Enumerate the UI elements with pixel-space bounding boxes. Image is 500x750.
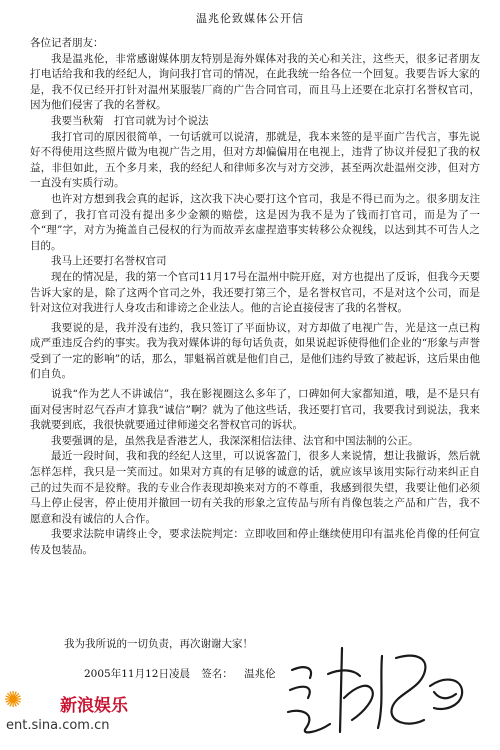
sina-url: ent.sina.com.cn: [6, 718, 110, 733]
paragraph-integrity: 说我“作为艺人不讲诚信”，我在影视圈这么多年了，口碑如何大家都知道，哦，是不是只有面对侵害时忍气吞声才算我“诚信”啊？就为了他这些话，我还要打官司，我要我讨到说法，我来我就要到底，我很快就要通过律师递交名誉权官司的诉状。: [30, 388, 480, 432]
paragraph-reason: 我打官司的原因很简单，一句话就可以说清，那就是，我本来签的是平面广告代言，事先说好不得使用这些照片做为电视广告之用，但对方却偏偏用在电视上，违背了协议并侵犯了我的权益，非但如此，五个多月来，我的经纪人和律师多次与对方交涉，甚至两次赴温州交涉，但对方一直没有实质行动。: [30, 130, 480, 190]
paragraph-court-request: 我要求法院申请终止令，要求法院判定：立即收回和停止继续使用印有温兆伦肖像的任何宣传及包装品。: [30, 528, 480, 556]
letter-title: 温兆伦致媒体公开信: [196, 12, 304, 25]
sign-label: 签名：: [201, 668, 233, 680]
letter-body: [30, 36, 480, 559]
sina-brand: 新浪娱乐: [60, 696, 128, 716]
paragraph-current-situation: 现在的情况是，我的第一个官司11月17号在温州中院开庭，对方也提出了反诉，但我今天要告诉大家的是，除了这两个官司之外，我还要打第三个，是名誉权官司，不是对这个公司，而是针对这位对我进行人身攻击和诽谤之企业法人。他的言论直接侵害了我的名誉权。: [30, 270, 480, 315]
handwritten-signature: [284, 628, 470, 740]
sina-eye-icon: ✺: [4, 688, 22, 713]
paragraph-determination: 也许对方想到我会真的起诉，这次我下决心要打这个官司，我是不得已而为之。很多朋友注意到了，我打官司没有提出多少金额的赔偿，这是因为我不是为了钱而打官司，而是为了一个“理”字，对方为掩盖自己侵权的行为而故弄玄虚捏造事实转移公众视线，以达到其不可告人之目的。: [30, 192, 480, 252]
salutation: 各位记者朋友：: [30, 37, 104, 49]
letter-date: 2005年11月12日凌晨: [84, 668, 190, 680]
paragraph-no-breach: 我要说的是，我并没有违约，我只签订了平面协议，对方却做了电视广告，光是这一点已构成严重违反合约的事实。我为我对媒体讲的每句话负责，如果说起诉使得他们企业的“形象与声誉受到了一定的影响”的话，那么，罪魁祸首就是他们自己，是他们违约导致了被起诉，这后果由他们自负。: [30, 321, 480, 381]
signer-name: 温兆伦: [244, 668, 276, 680]
sina-watermark: [4, 688, 164, 744]
closing-line: 我为我所说的一切负责，再次谢谢大家！: [64, 638, 253, 650]
paragraph-recent: 最近一段时间，我和我的经纪人这里，可以说客盈门，很多人来说情，想让我撤诉，然后就怎样怎样，我只是一笑而过。如果对方真的有足够的诚意的话，就应该早该用实际行动来纠正自己的过失而不是狡辩。我的专业合作表现却换来对方的不尊重，我感到很失望，我要让他们必须马上停止侵害，停止使用并撤回一切有关我的形象之宣传品与所有肖像包装之产品和广告，我不愿意和没有诚信的人合作。: [30, 450, 480, 525]
dateline: [84, 666, 276, 681]
paragraph-intro: 我是温兆伦，非常感谢媒体朋友特别是海外媒体对我的关心和关注，这些天，很多记者朋友打电话给我和我的经纪人，询问我打官司的情况，在此我统一给各位一个回复。我要告诉大家的是，我不仅已经开打针对温州某服装厂商的广告合同官司，而且马上还要在北京打名誉权官司，因为他们侵害了我的名誉权。: [30, 52, 480, 112]
paragraph-emphasis: 我要强调的是，虽然我是香港艺人，我深深相信法律、法官和中国法制的公正。: [51, 434, 419, 447]
section-heading-reputation: 我马上还要打名誉权官司: [51, 255, 167, 268]
sina-logo: [4, 688, 21, 713]
section-heading-qiuju: 我要当秋菊 打官司就为讨个说法: [51, 114, 209, 127]
